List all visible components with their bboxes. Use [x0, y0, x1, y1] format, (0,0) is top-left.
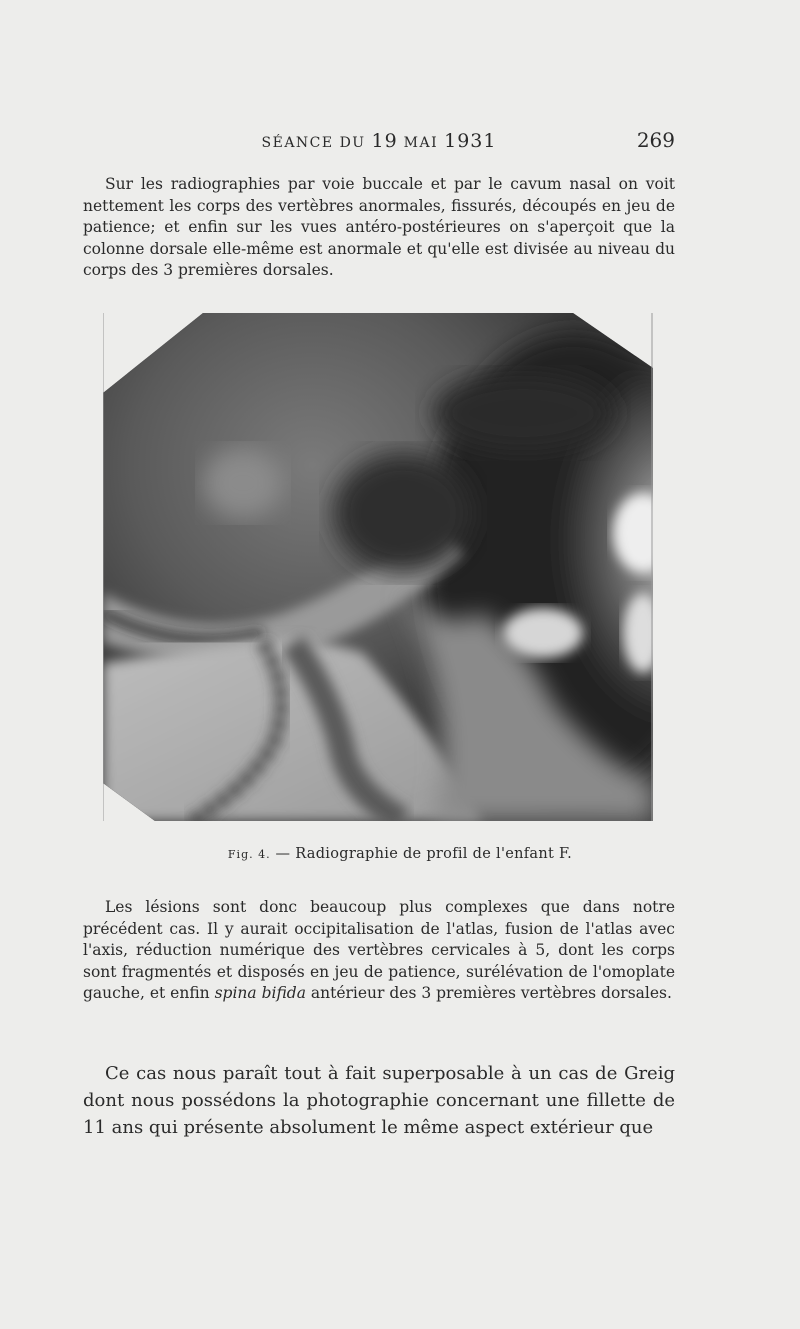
figure-caption-label: Fig. 4.	[227, 848, 271, 861]
paragraph-lesions: Les lésions sont donc beaucoup plus complexes que dans notre précédent cas. Il y aurait occipitalisation de l'atlas, fusion de l'atlas avec l'axis, réduction numérique des vertèbres cervicales à 5, dont les corps sont fragmentés et disposés en jeu de patience, surélévation de l'omoplate gauche, et enfin spina bifida antérieur des 3 premières vertèbres dorsales.	[83, 898, 675, 1003]
figure-caption-text: — Radiographie de profil de l'enfant F.	[270, 846, 573, 862]
running-title: SÉANCE DU 19 MAI 1931	[261, 130, 497, 152]
paragraph-radiographies: Sur les radiographies par voie buccale et par le cavum nasal on voit nettement les corps des vertèbres anormales, fissurés, découpés en jeu de patience; et enfin sur les vues antéro-postérieures on s'aperçoit que la colonne dorsale elle-même est anormale et qu'elle est divisée au niveau du corps des 3 premières dorsales.	[83, 175, 675, 280]
running-header	[83, 128, 675, 158]
figure-caption	[0, 846, 800, 862]
radiograph-figure	[103, 313, 653, 821]
page-number: 269	[636, 128, 675, 152]
italic-term: spina bifida	[214, 984, 306, 1003]
paragraph-greig-case: Ce cas nous paraît tout à fait superposable à un cas de Greig dont nous possédons la photographie concernant une fillette de 11 ans qui présente absolument le même aspect extérieur que	[83, 1063, 675, 1138]
radiograph-image	[103, 313, 653, 821]
